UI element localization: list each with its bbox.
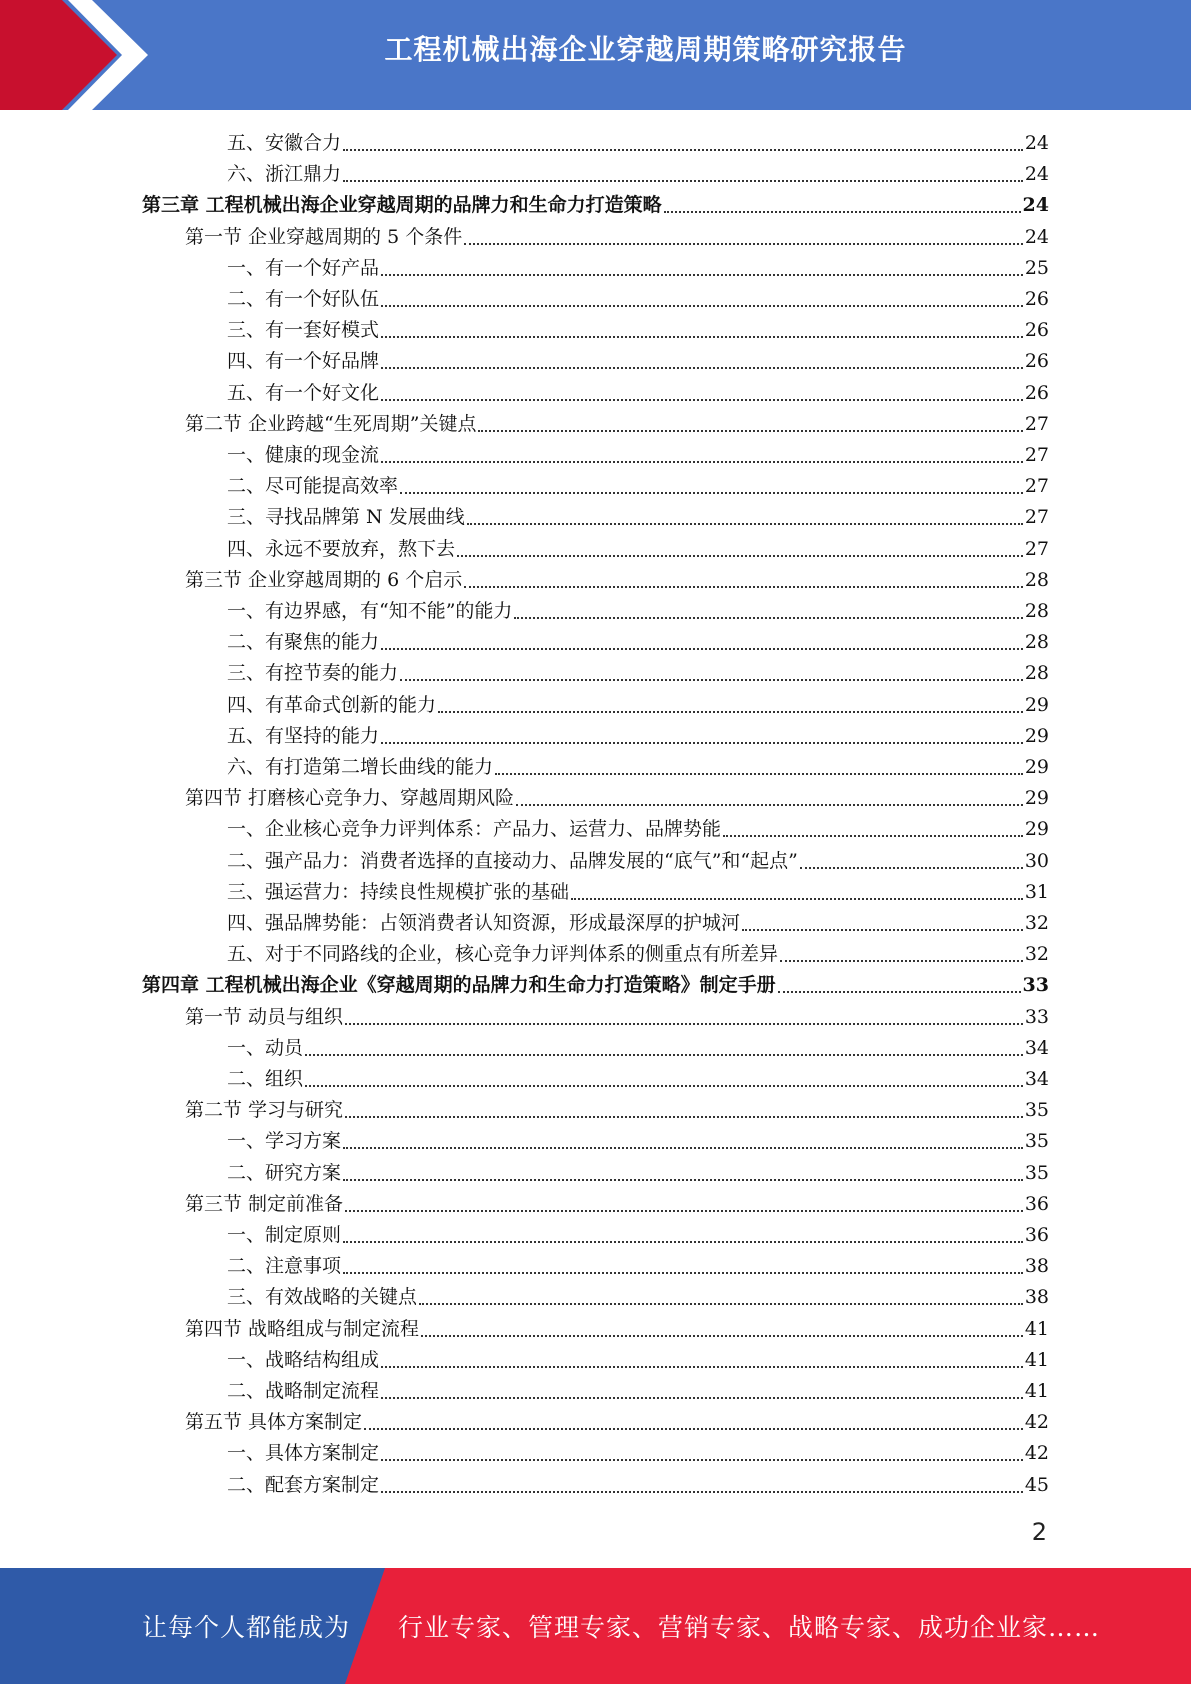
toc-dot-leader (778, 991, 1021, 993)
toc-dot-leader (345, 1210, 1023, 1212)
toc-dot-leader (345, 1116, 1023, 1118)
toc-entry-title: 二、强产品力：消费者选择的直接动力、品牌发展的“底气”和“起点” (227, 849, 798, 872)
toc-dot-leader (464, 586, 1023, 588)
toc-dot-leader (381, 336, 1023, 338)
toc-entry-page: 26 (1024, 350, 1049, 373)
toc-entry[interactable] (227, 534, 1049, 565)
toc-entry-page: 34 (1024, 1068, 1049, 1090)
toc-entry[interactable] (227, 627, 1049, 658)
toc-entry-page: 31 (1024, 880, 1049, 903)
toc-entry[interactable] (185, 1189, 1049, 1220)
toc-dot-leader (381, 461, 1023, 463)
toc-entry-page: 24 (1024, 163, 1049, 186)
header-banner (0, 0, 1191, 110)
toc-dot-leader (305, 1054, 1023, 1056)
toc-entry-title: 六、浙江鼎力 (227, 163, 342, 186)
toc-entry-page: 27 (1024, 537, 1049, 560)
toc-entry-page: 27 (1024, 506, 1049, 529)
toc-entry-title: 六、有打造第二增长曲线的能力 (227, 756, 494, 778)
toc-entry-title: 一、企业核心竞争力评判体系：产品力、运营力、品牌势能 (227, 818, 722, 841)
toc-entry[interactable] (227, 159, 1049, 190)
toc-entry-page: 25 (1024, 256, 1049, 279)
toc-entry-page: 29 (1024, 693, 1049, 716)
toc-dot-leader (780, 960, 1023, 962)
toc-dot-leader (364, 1428, 1023, 1430)
toc-entry-title: 第一节 企业穿越周期的 5 个条件 (185, 225, 463, 248)
toc-entry-page: 35 (1024, 1130, 1049, 1153)
toc-entry[interactable] (227, 440, 1049, 471)
toc-entry[interactable] (227, 939, 1049, 970)
toc-dot-leader (478, 430, 1022, 432)
toc-dot-leader (381, 1459, 1023, 1461)
toc-entry[interactable] (227, 253, 1049, 284)
toc-entry[interactable] (227, 502, 1049, 533)
toc-entry-page: 28 (1024, 568, 1049, 591)
toc-entry[interactable] (185, 1095, 1049, 1126)
toc-entry[interactable] (185, 1314, 1049, 1345)
toc-dot-leader (381, 305, 1023, 307)
toc-entry-page: 29 (1024, 756, 1049, 778)
toc-dot-leader (514, 617, 1022, 619)
toc-entry-title: 三、强运营力：持续良性规模扩张的基础 (227, 880, 570, 903)
toc-entry-page: 30 (1024, 849, 1049, 872)
toc-dot-leader (381, 1366, 1023, 1368)
footer-banner (0, 1568, 1191, 1684)
toc-entry[interactable] (227, 1220, 1049, 1251)
toc-dot-leader (723, 835, 1023, 837)
toc-entry[interactable] (227, 1158, 1049, 1189)
toc-entry[interactable] (227, 908, 1049, 939)
toc-dot-leader (345, 1023, 1023, 1025)
toc-entry-page: 42 (1024, 1442, 1049, 1465)
toc-entry-page: 41 (1024, 1380, 1049, 1402)
toc-entry-title: 二、尽可能提高效率 (227, 475, 399, 498)
toc-entry[interactable] (185, 783, 1049, 814)
toc-entry-page: 29 (1024, 818, 1049, 841)
toc-entry[interactable] (227, 378, 1049, 409)
toc-entry-title: 第四节 打磨核心竞争力、穿越周期风险 (185, 787, 515, 810)
toc-entry-title: 五、对于不同路线的企业，核心竞争力评判体系的侧重点有所差异 (227, 943, 779, 966)
toc-entry-title: 三、有一套好模式 (227, 319, 380, 342)
toc-dot-leader (438, 711, 1023, 713)
toc-entry[interactable] (227, 721, 1049, 752)
toc-entry-title: 一、有边界感，有“知不能”的能力 (227, 600, 513, 622)
toc-entry-page: 27 (1024, 412, 1049, 435)
toc-dot-leader (516, 804, 1023, 806)
toc-entry[interactable] (227, 1345, 1049, 1376)
toc-entry-title: 五、有坚持的能力 (227, 724, 380, 747)
toc-dot-leader (381, 648, 1023, 650)
toc-entry-page: 45 (1024, 1473, 1049, 1496)
toc-dot-leader (421, 1335, 1023, 1337)
toc-dot-leader (464, 243, 1023, 245)
toc-entry-title: 第五节 具体方案制定 (185, 1411, 363, 1434)
toc-entry-page: 35 (1024, 1099, 1049, 1122)
toc-entry-title: 二、有聚焦的能力 (227, 631, 380, 654)
toc-entry-page: 32 (1024, 943, 1049, 966)
toc-entry-page: 33 (1024, 1005, 1049, 1028)
toc-entry[interactable] (227, 1438, 1049, 1469)
toc-entry[interactable] (227, 752, 1049, 783)
toc-dot-leader (343, 180, 1023, 182)
toc-entry-title: 二、注意事项 (227, 1255, 342, 1278)
toc-entry-page: 26 (1024, 381, 1049, 404)
toc-entry-page: 33 (1022, 974, 1049, 997)
toc-entry-page: 27 (1024, 444, 1049, 466)
toc-dot-leader (495, 773, 1023, 775)
toc-dot-leader (343, 1241, 1023, 1243)
toc-entry-page: 28 (1024, 600, 1049, 622)
toc-entry-title: 一、制定原则 (227, 1224, 342, 1246)
toc-entry-page: 36 (1024, 1224, 1049, 1246)
toc-entry[interactable] (185, 1407, 1049, 1438)
toc-entry[interactable] (227, 1126, 1049, 1157)
toc-dot-leader (571, 898, 1023, 900)
toc-entry-page: 28 (1024, 631, 1049, 654)
toc-dot-leader (305, 1085, 1023, 1087)
toc-entry[interactable] (227, 1064, 1049, 1095)
toc-entry-page: 26 (1024, 319, 1049, 342)
toc-entry-title: 二、有一个好队伍 (227, 288, 380, 310)
toc-dot-leader (343, 1272, 1023, 1274)
toc-entry-title: 五、有一个好文化 (227, 381, 380, 404)
toc-dot-leader (343, 1147, 1023, 1149)
toc-dot-leader (664, 211, 1021, 213)
toc-entry-page: 32 (1024, 912, 1049, 934)
page-number: 2 (1031, 1518, 1047, 1546)
toc-entry-page: 41 (1024, 1348, 1049, 1371)
toc-entry-page: 35 (1024, 1161, 1049, 1184)
toc-dot-leader (400, 492, 1023, 494)
toc-entry-page: 41 (1024, 1317, 1049, 1340)
toc-dot-leader (381, 274, 1023, 276)
toc-dot-leader (800, 867, 1023, 869)
toc-entry-title: 第四章 工程机械出海企业《穿越周期的品牌力和生命力打造策略》制定手册 (142, 974, 776, 997)
toc-entry-title: 四、有一个好品牌 (227, 350, 380, 373)
toc-dot-leader (467, 523, 1023, 525)
toc-entry[interactable] (227, 690, 1049, 721)
toc-entry-page: 36 (1024, 1192, 1049, 1215)
toc-entry-title: 一、健康的现金流 (227, 444, 380, 466)
toc-entry[interactable] (227, 1376, 1049, 1407)
toc-entry-page: 34 (1024, 1036, 1049, 1059)
toc-dot-leader (457, 555, 1023, 557)
toc-entry-title: 一、有一个好产品 (227, 256, 380, 279)
toc-entry[interactable] (227, 814, 1049, 845)
toc-entry-page: 29 (1024, 724, 1049, 747)
toc-entry-title: 三、有效战略的关键点 (227, 1286, 418, 1309)
toc-dot-leader (381, 1397, 1023, 1399)
toc-entry[interactable] (227, 315, 1049, 346)
toc-entry-page: 24 (1024, 132, 1049, 154)
toc-entry[interactable] (227, 284, 1049, 315)
toc-entry-title: 第三章 工程机械出海企业穿越周期的品牌力和生命力打造策略 (142, 194, 662, 217)
toc-entry[interactable] (227, 346, 1049, 377)
toc-entry-title: 一、学习方案 (227, 1130, 342, 1153)
toc-entry-page: 27 (1024, 475, 1049, 498)
toc-entry[interactable] (185, 1002, 1049, 1033)
toc-entry-title: 三、有控节奏的能力 (227, 662, 399, 685)
toc-entry-page: 29 (1024, 787, 1049, 810)
toc-entry-page: 24 (1024, 225, 1049, 248)
toc-dot-leader (400, 679, 1023, 681)
toc-entry-page: 38 (1024, 1255, 1049, 1278)
toc-dot-leader (742, 929, 1023, 931)
footer-slogan-left: 让每个人都能成为 (142, 1613, 351, 1642)
toc-dot-leader (343, 1179, 1023, 1181)
toc-entry-page: 24 (1022, 194, 1049, 217)
toc-entry-page: 42 (1024, 1411, 1049, 1434)
toc-dot-leader (343, 149, 1023, 151)
toc-entry[interactable] (227, 1470, 1049, 1501)
toc-entry-title: 第四节 战略组成与制定流程 (185, 1317, 420, 1340)
toc-entry[interactable] (227, 877, 1049, 908)
toc-entry[interactable] (227, 1282, 1049, 1313)
toc-entry-title: 一、具体方案制定 (227, 1442, 380, 1465)
toc-entry-title: 四、有革命式创新的能力 (227, 693, 437, 716)
toc-entry[interactable] (185, 565, 1049, 596)
toc-entry-title: 四、强品牌势能：占领消费者认知资源，形成最深厚的护城河 (227, 912, 741, 934)
toc-entry-title: 三、寻找品牌第 N 发展曲线 (227, 506, 465, 529)
footer-slogan-right: 行业专家、管理专家、营销专家、战略专家、成功企业家…… (398, 1613, 1101, 1642)
toc-entry[interactable] (142, 190, 1049, 221)
toc-entry-title: 第二节 学习与研究 (185, 1099, 344, 1122)
toc-entry[interactable] (185, 409, 1049, 440)
toc-entry-page: 26 (1024, 288, 1049, 310)
toc-dot-leader (381, 367, 1023, 369)
toc-entry-title: 第一节 动员与组织 (185, 1005, 344, 1028)
toc-entry[interactable] (227, 128, 1049, 159)
toc-entry[interactable] (142, 970, 1049, 1001)
toc-entry[interactable] (227, 658, 1049, 689)
toc-entry-title: 第二节 企业跨越“生死周期”关键点 (185, 412, 477, 435)
toc-entry-title: 二、战略制定流程 (227, 1380, 380, 1402)
toc-entry-title: 第三节 制定前准备 (185, 1192, 344, 1215)
toc-dot-leader (381, 399, 1023, 401)
toc-entry[interactable] (227, 1251, 1049, 1282)
header-title: 工程机械出海企业穿越周期策略研究报告 (384, 33, 907, 66)
toc-entry-title: 五、安徽合力 (227, 132, 342, 154)
toc-dot-leader (419, 1303, 1023, 1305)
toc-entry-title: 二、配套方案制定 (227, 1473, 380, 1496)
toc-entry[interactable] (227, 846, 1049, 877)
toc-entry-title: 第三节 企业穿越周期的 6 个启示 (185, 568, 463, 591)
toc-entry-title: 四、永远不要放弃，熬下去 (227, 537, 456, 560)
toc-entry-title: 二、研究方案 (227, 1161, 342, 1184)
toc-dot-leader (381, 1491, 1023, 1493)
toc-entry-title: 一、战略结构组成 (227, 1348, 380, 1371)
toc-entry-page: 28 (1024, 662, 1049, 685)
toc-entry-title: 一、动员 (227, 1036, 304, 1059)
toc-entry-title: 二、组织 (227, 1068, 304, 1090)
toc-entry[interactable] (227, 1033, 1049, 1064)
toc-dot-leader (381, 742, 1023, 744)
toc-entry[interactable] (227, 596, 1049, 627)
toc-entry-page: 38 (1024, 1286, 1049, 1309)
toc-entry[interactable] (185, 222, 1049, 253)
toc-entry[interactable] (227, 471, 1049, 502)
